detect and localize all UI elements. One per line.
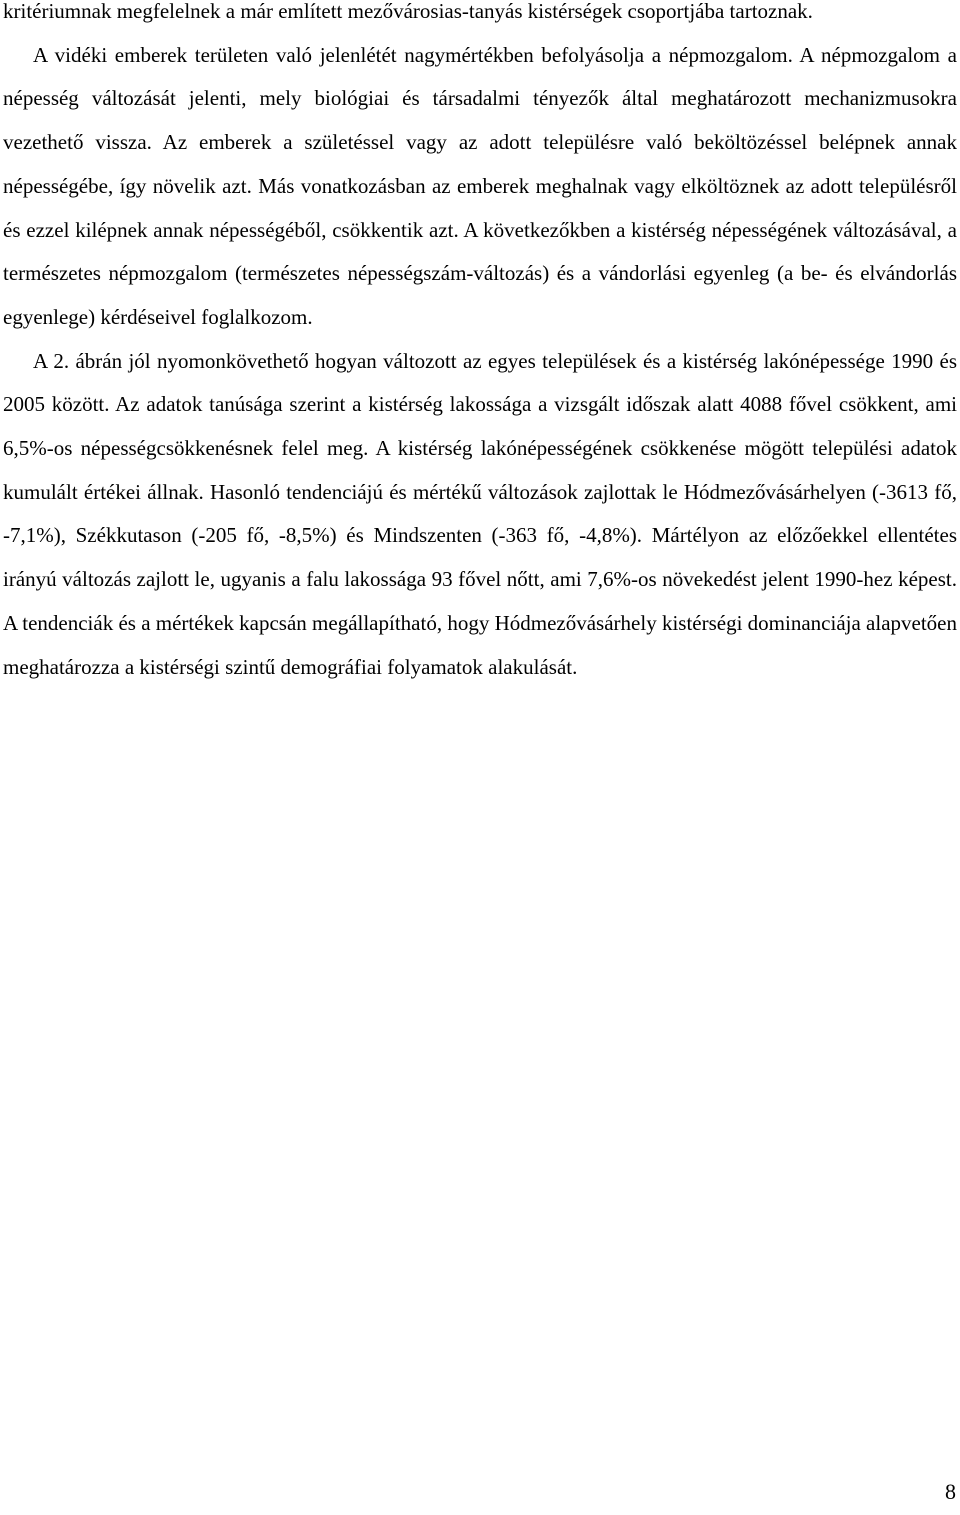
page-number: 8 [945,1479,956,1504]
paragraph-2: A vidéki emberek területen való jelenlétét nagymértékben befolyásolja a népmozgalom. A népmozgalom a népesség változását jelenti, mely biológiai és társadalmi tényezők által meghatározott mechanizmusokra vezethető vissza. Az emberek a születéssel vagy az adott településre való beköltözéssel belépnek annak népességébe, így növelik azt. Más vonatkozásban az emberek meghalnak vagy elköltöznek az adott településről és ezzel kilépnek annak népességéből, csökkentik azt. A következőkben a kistérség népességének változásával, a természetes népmozgalom (természetes népességszám-változás) és a vándorlási egyenleg (a be- és elvándorlás egyenlege) kérdéseivel foglalkozom. [3,42,957,329]
paragraph-3: A 2. ábrán jól nyomonkövethető hogyan változott az egyes települések és a kistérség lakónépessége 1990 és 2005 között. Az adatok tanúsága szerint a kistérség lakossága a vizsgált időszak alatt 4088 fővel csökkent, ami 6,5%-os népességcsökkenésnek felel meg. A kistérség lakónépességének csökkenése mögött települési adatok kumulált értékei állnak. Hasonló tendenciájú és mértékű változások zajlottak le Hódmezővásárhelyen (-3613 fő, -7,1%), Székkutason (-205 fő, -8,5%) és Mindszenten (-363 fő, -4,8%). Mártélyon az előzőekkel ellentétes irányú változás zajlott le, ugyanis a falu lakossága 93 fővel nőtt, ami 7,6%-os növekedést jelent 1990-hez képest. A tendenciák és a mértékek kapcsán megállapítható, hogy Hódmezővásárhely kistérségi dominanciája alapvetően meghatározza a kistérségi szintű demográfiai folyamatok alakulását. [3,348,957,679]
body-text [3,0,957,689]
paragraph-1: kritériumnak megfelelnek a már említett mezővárosias-tanyás kistérségek csoportjába tartoznak. [3,0,813,23]
